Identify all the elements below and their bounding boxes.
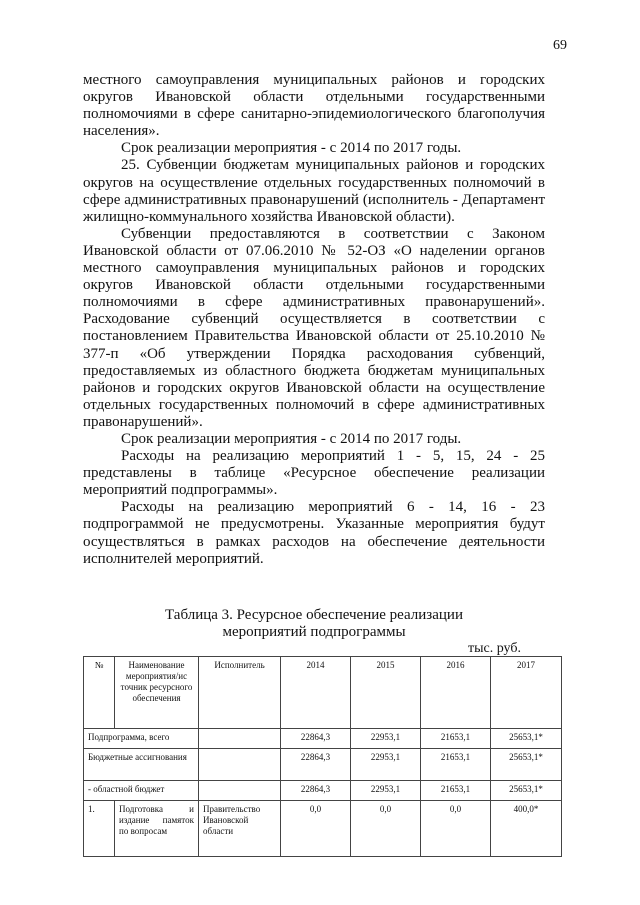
body-text (83, 72, 545, 568)
cell-2017: 25653,1* (491, 749, 562, 781)
table-caption-line: мероприятий подпрограммы (222, 624, 406, 640)
header-name: Наименование мероприятия/ис точник ресурсного обеспечения (115, 657, 199, 729)
row-executor (199, 729, 281, 749)
cell-2017: 25653,1* (491, 781, 562, 801)
paragraph: 25. Субвенции бюджетам муниципальных районов и городских округов на осуществление отдельных государственных полномочий в сфере административных правонарушений (исполнитель - Департамент жилищно-коммунального хозяйства Ивановской области). (83, 157, 545, 225)
paragraph: местного самоуправления муниципальных районов и городских округов Ивановской области отдельными государственными полномочиями в сфере санитарно-эпидемиологического благополучия населения». (83, 72, 545, 140)
row-executor: Правительство Ивановской области (199, 801, 281, 857)
header-2015: 2015 (351, 657, 421, 729)
cell-2014: 22864,3 (281, 749, 351, 781)
header-executor: Исполнитель (199, 657, 281, 729)
table-header-row (84, 657, 562, 729)
cell-2015: 22953,1 (351, 729, 421, 749)
cell-2014: 22864,3 (281, 781, 351, 801)
row-name: - областной бюджет (84, 781, 199, 801)
table-caption-line: Таблица 3. Ресурсное обеспечение реализации (165, 607, 463, 623)
header-2017: 2017 (491, 657, 562, 729)
cell-2016: 21653,1 (421, 729, 491, 749)
cell-2015: 22953,1 (351, 749, 421, 781)
table-row (84, 801, 562, 857)
table-caption (83, 607, 545, 641)
cell-2014: 0,0 (281, 801, 351, 857)
paragraph: Срок реализации мероприятия - с 2014 по 2017 годы. (121, 140, 462, 157)
row-name: Бюджетные ассигнования (84, 749, 199, 781)
row-name: Подготовка и издание памяток по вопросам (115, 801, 199, 857)
row-executor (199, 749, 281, 781)
cell-2015: 0,0 (351, 801, 421, 857)
paragraph: Срок реализации мероприятия - с 2014 по 2017 годы. (121, 430, 462, 447)
row-num: 1. (84, 801, 115, 857)
paragraph: Субвенции предоставляются в соответствии с Законом Ивановской области от 07.06.2010 № 52-ОЗ «О наделении органов местного самоуправления муниципальных районов и городских округов Ивановской области отдельными государственными полномочиями в сфере административных правонарушений». Расходование субвенций осуществляется в соответствии с постановлением Правительства Ивановской области от 25.10.2010 № 377-п «Об утверждении Порядка расходования субвенций, предоставляемых из областного бюджета бюджетам муниципальных районов и городских округов Ивановской области на осуществление отдельных государственных полномочий в сфере административных правонарушений». (83, 225, 545, 430)
header-2016: 2016 (421, 657, 491, 729)
table-row (84, 729, 562, 749)
header-2014: 2014 (281, 657, 351, 729)
table-row (84, 749, 562, 781)
resource-table (83, 656, 562, 857)
table-units: тыс. руб. (468, 641, 521, 656)
page-number: 69 (553, 38, 567, 53)
paragraph: Расходы на реализацию мероприятий 1 - 5, 15, 24 - 25 представлены в таблице «Ресурсное обеспечение реализации мероприятий подпрограммы». (83, 448, 545, 499)
cell-2014: 22864,3 (281, 729, 351, 749)
cell-2017: 25653,1* (491, 729, 562, 749)
cell-2017: 400,0* (491, 801, 562, 857)
table-row (84, 781, 562, 801)
row-executor (199, 781, 281, 801)
cell-2016: 0,0 (421, 801, 491, 857)
paragraph: Расходы на реализацию мероприятий 6 - 14, 16 - 23 подпрограммой не предусмотрены. Указанные мероприятия будут осуществляться в рамках расходов на обеспечение деятельности исполнителей мероприятий. (83, 499, 545, 567)
cell-2015: 22953,1 (351, 781, 421, 801)
cell-2016: 21653,1 (421, 749, 491, 781)
row-name: Подпрограмма, всего (84, 729, 199, 749)
header-num: № (84, 657, 115, 729)
cell-2016: 21653,1 (421, 781, 491, 801)
